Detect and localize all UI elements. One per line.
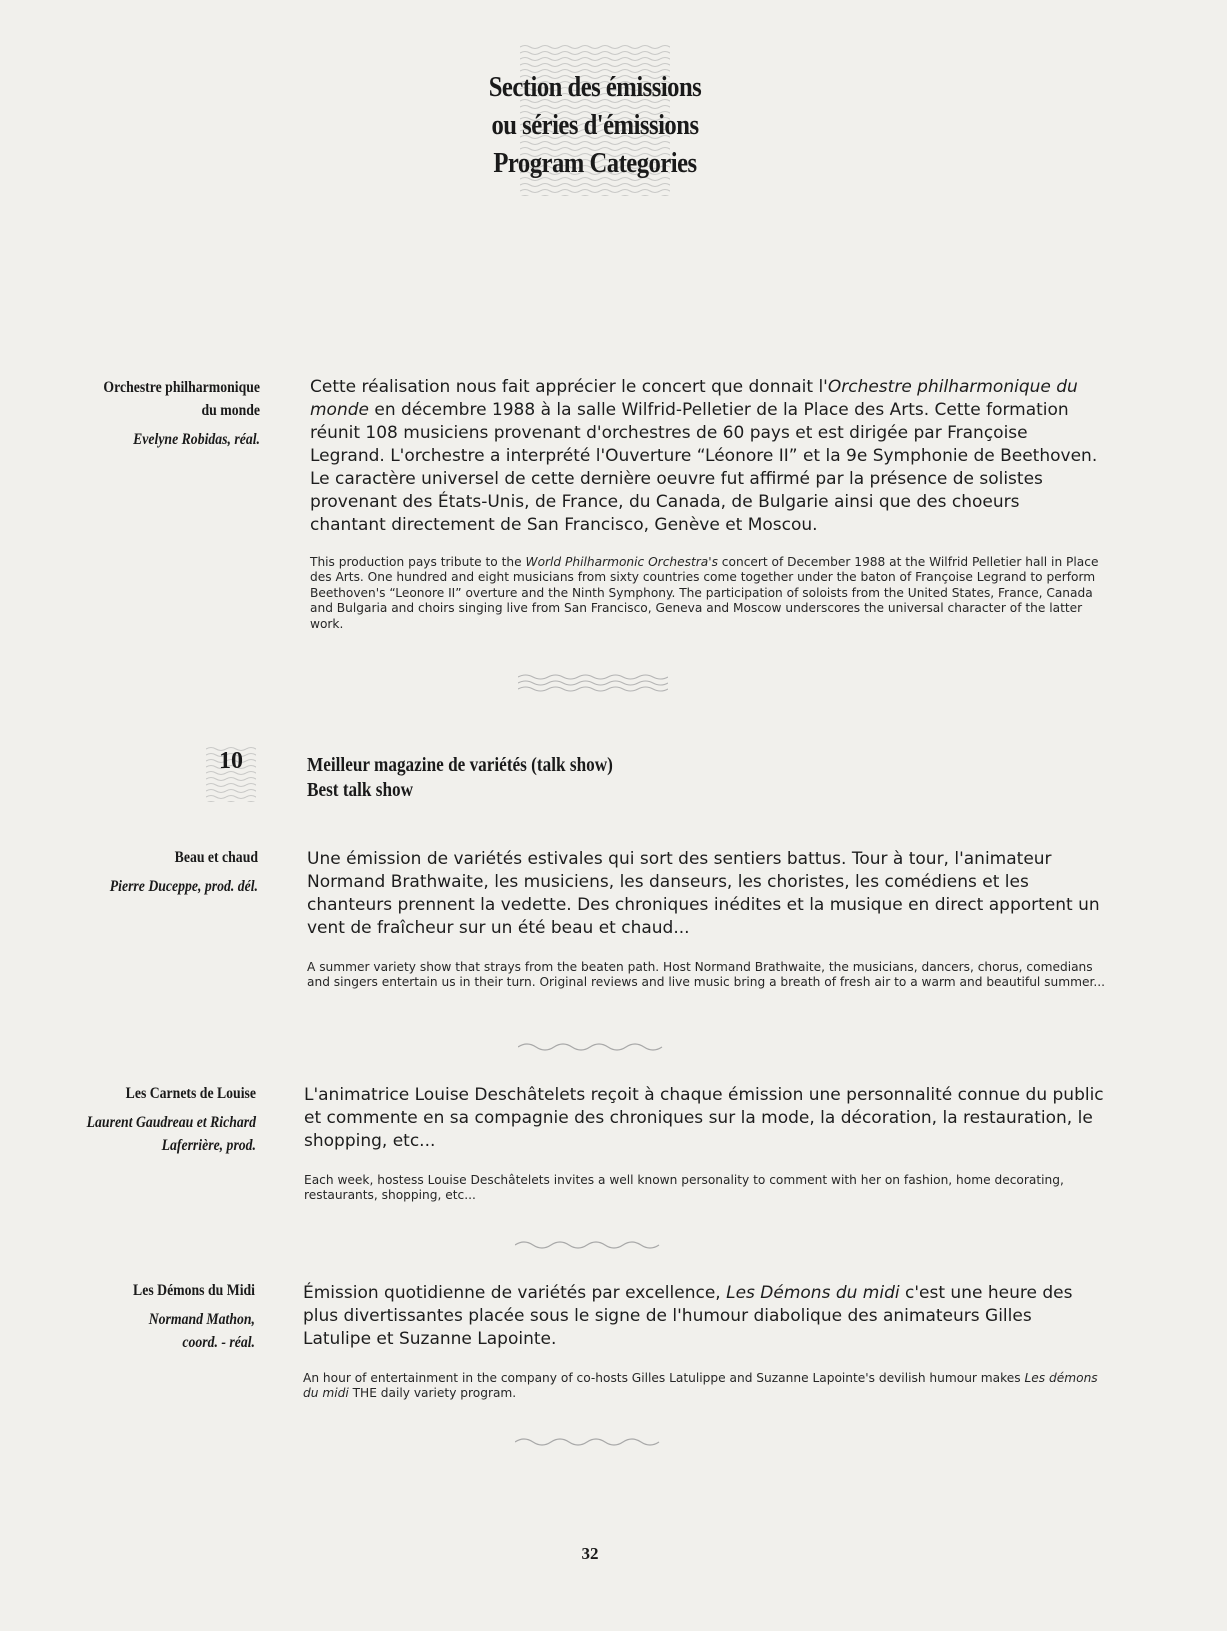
desc-text: en décembre 1988 à la salle Wilfrid-Pelletier de la Place des Arts. Cette formation réunit 108 musiciens provenant d'orchestres de 60 pays et est dirigée par Françoise Legrand. L'orchestre a interprété l'Ouverture “Léonore II” et la 9e Symphonie de Beethoven. Le caractère universel de cette dernière oeuvre fut affirmé par la présence de solistes provenant des États-Unis, de France, du Canada, de Bulgarie ainsi que des choeurs chantant directement de San Francisco, Genève et Moscou. xyxy=(310,400,1098,535)
entry-beau-et-chaud-label xyxy=(39,846,258,898)
entry-demons-du-midi-description-en xyxy=(303,1371,1113,1402)
entry-credit: Normand Mathon, xyxy=(148,1311,255,1328)
entry-carnets-de-louise-description-en: Each week, hostess Louise Deschâtelets invites a well known personality to comment with her on fashion, home decorating, restaurants, shopping, etc... xyxy=(304,1173,1064,1203)
page-title-line-3: Program Categories xyxy=(493,147,697,179)
entry-orchestre-description-en xyxy=(310,555,1110,632)
desc-text: An hour of entertainment in the company of co-hosts Gilles Latulippe and Suzanne Lapointe's devilish humour makes xyxy=(303,1371,1025,1385)
entry-carnets-de-louise-label xyxy=(37,1082,256,1157)
page-title xyxy=(446,68,744,182)
entry-beau-et-chaud-description-en: A summer variety show that strays from the beaten path. Host Normand Brathwaite, the musicians, dancers, chorus, comedians and singers entertain us in their turn. Original reviews and live music bring a breath of fresh air to a warm and beautiful summer... xyxy=(307,960,1106,990)
category-title-fr: Meilleur magazine de variétés (talk show) xyxy=(307,754,613,776)
entry-demons-du-midi-label xyxy=(36,1279,255,1354)
category-heading xyxy=(307,753,613,803)
desc-text: THE daily variety program. xyxy=(348,1386,517,1401)
entry-credit: Pierre Duceppe, prod. dél. xyxy=(109,878,258,895)
desc-text: This production pays tribute to the xyxy=(310,555,526,569)
entry-credit-line-2: Laferrière, prod. xyxy=(161,1137,256,1154)
desc-italic: Les Démons du midi xyxy=(726,1283,900,1303)
wave-divider xyxy=(518,1037,668,1057)
entry-title: Orchestre philharmonique xyxy=(103,379,260,396)
entry-title: Les Démons du Midi xyxy=(133,1282,255,1299)
desc-italic: Les démons du midi xyxy=(303,1371,1098,1401)
entry-credit: Laurent Gaudreau et Richard xyxy=(86,1114,256,1131)
entry-beau-et-chaud-description-fr: Une émission de variétés estivales qui sort des sentiers battus. Tour à tour, l'animateur Normand Brathwaite, les musiciens, les danseurs, les choristes, les comédiens et les chanteurs prennent la vedette. Des chroniques inédites et la musique en direct apportent un vent de fraîcheur sur un été beau et chaud... xyxy=(307,849,1100,938)
desc-text: c'est une heure des plus divertissantes placée sous le signe de l'humour diabolique des animateurs Gilles Latulipe et Suzanne Lapointe. xyxy=(303,1283,1073,1349)
wave-divider xyxy=(518,673,668,693)
desc-italic: World Philharmonic Orchestra's xyxy=(525,555,718,569)
desc-italic: Orchestre philharmonique du monde xyxy=(310,377,1078,420)
entry-credit: Evelyne Robidas, réal. xyxy=(133,431,260,448)
page-number: 32 xyxy=(581,1544,599,1563)
desc-text: Émission quotidienne de variétés par excellence, xyxy=(303,1283,727,1303)
entry-title-line-2: du monde xyxy=(201,402,260,419)
category-number: 10 xyxy=(219,748,243,774)
entry-carnets-de-louise-description-fr: L'animatrice Louise Deschâtelets reçoit à chaque émission une personnalité connue du public et commente en sa compagnie des chroniques sur la mode, la décoration, la restauration, le shopping, etc... xyxy=(304,1085,1104,1151)
entry-orchestre-label xyxy=(41,376,260,451)
desc-text: Cette réalisation nous fait apprécier le concert que donnait l' xyxy=(310,377,828,397)
wave-divider xyxy=(515,1235,665,1255)
desc-text: concert of December 1988 at the Wilfrid Pelletier hall in Place des Arts. One hundred and eight musicians from sixty countries come together under the baton of Françoise Legrand to perform Beethoven's “Leonore II” overture and the Ninth Symphony. The participation of soloists from the United States, France, Canada and Bulgaria and choirs singing live from San Francisco, Geneva and Moscow underscores the universal character of the latter work. xyxy=(310,555,1099,631)
entry-title: Les Carnets de Louise xyxy=(125,1085,256,1102)
page-title-line-1: Section des émissions xyxy=(488,71,702,103)
entry-title: Beau et chaud xyxy=(174,849,258,866)
entry-demons-du-midi-description-fr xyxy=(303,1282,1103,1351)
entry-orchestre-description-fr xyxy=(310,376,1100,537)
entry-credit-line-2: coord. - réal. xyxy=(182,1334,255,1351)
category-title-en: Best talk show xyxy=(307,779,414,801)
page-title-line-2: ou séries d'émissions xyxy=(491,109,699,141)
wave-divider xyxy=(515,1432,665,1452)
